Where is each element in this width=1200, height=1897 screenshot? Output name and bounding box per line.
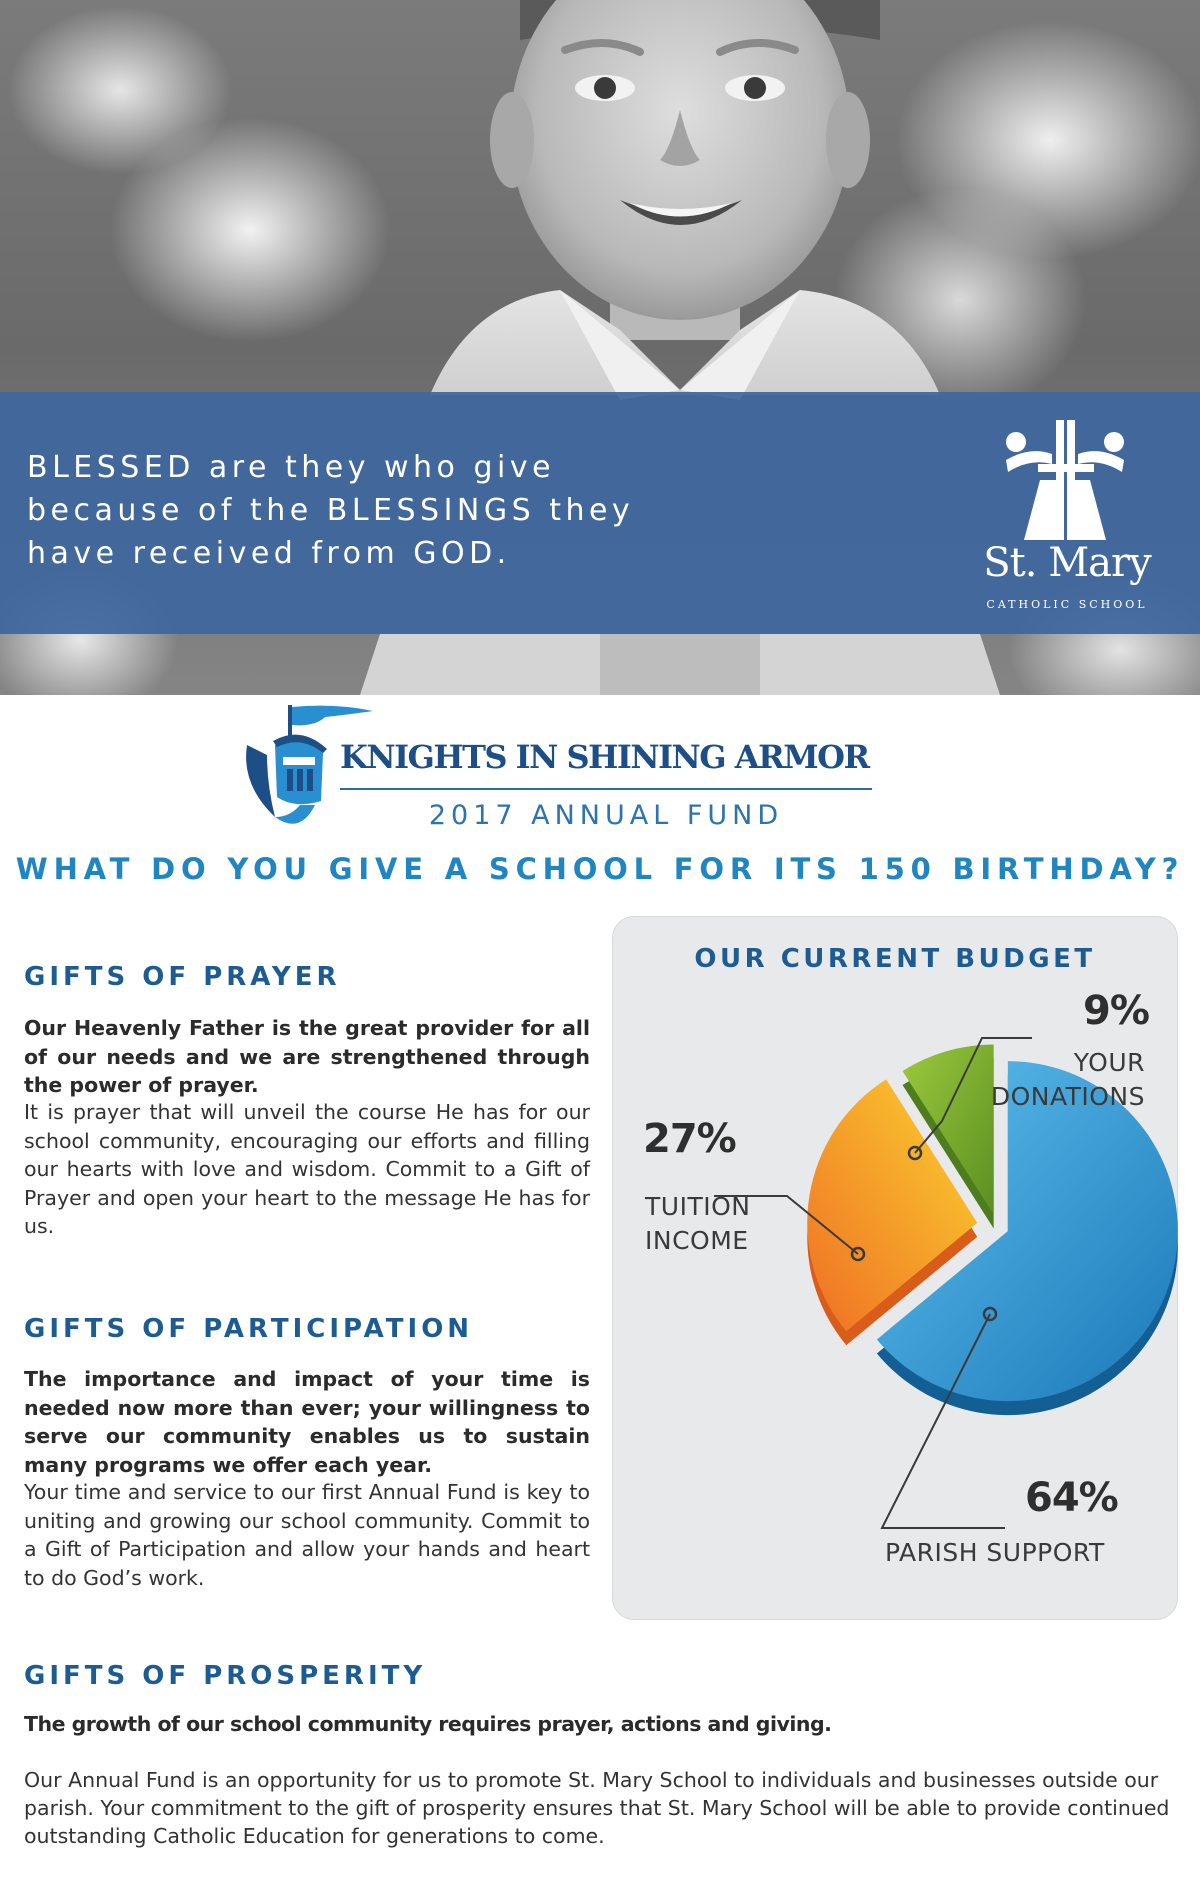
quote-line: BLESSED are they who give [27, 450, 556, 485]
quote-line: because of the BLESSINGS they [27, 493, 635, 528]
donations-label-line: YOUR [1073, 1048, 1145, 1077]
budget-title: OUR CURRENT BUDGET [694, 944, 1096, 974]
participation-heading: GIFTS OF PARTICIPATION [24, 1314, 474, 1344]
school-name: St. Mary [983, 540, 1151, 586]
quote-line: have received from GOD. [27, 536, 511, 571]
tuition-label-line: INCOME [645, 1226, 749, 1255]
st-mary-cross-logo-icon [1000, 420, 1130, 540]
school-subtitle: CATHOLIC SCHOOL [986, 598, 1148, 611]
campaign-title: KNIGHTS IN SHINING ARMOR [340, 738, 869, 776]
donations-label-line: DONATIONS [990, 1082, 1145, 1111]
tuition-label-line: TUITION [645, 1192, 751, 1221]
campaign-subtitle: 2017 ANNUAL FUND [428, 800, 784, 831]
tuition-label [645, 1190, 750, 1258]
parish-label-line: PARISH SUPPORT [885, 1538, 1105, 1567]
hero-quote [27, 446, 727, 575]
prayer-body: It is prayer that will unveil the course He has for our school community, encouraging our efforts and filling our hearts with love and wisdom. Commit to a Gift of Prayer and open your heart to the message He has for us. [24, 1100, 590, 1238]
parish-label [885, 1536, 1105, 1570]
prayer-heading: GIFTS OF PRAYER [24, 962, 341, 992]
prosperity-lead: The growth of our school community requires prayer, actions and giving. [24, 1712, 832, 1736]
title-divider [340, 788, 872, 790]
parish-percent: 64% [1025, 1475, 1118, 1521]
participation-body: Your time and service to our first Annual Fund is key to uniting and growing our school community. Commit to a Gift of Participation and allow your hands and heart to do God’s work. [24, 1480, 590, 1590]
prosperity-heading: GIFTS OF PROSPERITY [24, 1661, 427, 1691]
tuition-percent: 27% [643, 1116, 736, 1162]
participation-lead: The importance and impact of your time is needed now more than ever; your willingness to serve our community enables us to sustain many programs we offer each year. [24, 1367, 590, 1477]
donations-label [990, 1046, 1145, 1114]
campaign-question: WHAT DO YOU GIVE A SCHOOL FOR ITS 150 BIRTHDAY? [15, 852, 1185, 886]
donations-percent: 9% [1083, 988, 1149, 1034]
prayer-lead: Our Heavenly Father is the great provider for all of our needs and we are strengthened through the power of prayer. [24, 1016, 590, 1097]
prosperity-body: Our Annual Fund is an opportunity for us to promote St. Mary School to individuals and businesses outside our parish. Your commitment to the gift of prosperity ensures that St. Mary School will be able to provide continued outstanding Catholic Education for generations to come. [24, 1768, 1170, 1848]
hero-banner [0, 0, 1200, 695]
